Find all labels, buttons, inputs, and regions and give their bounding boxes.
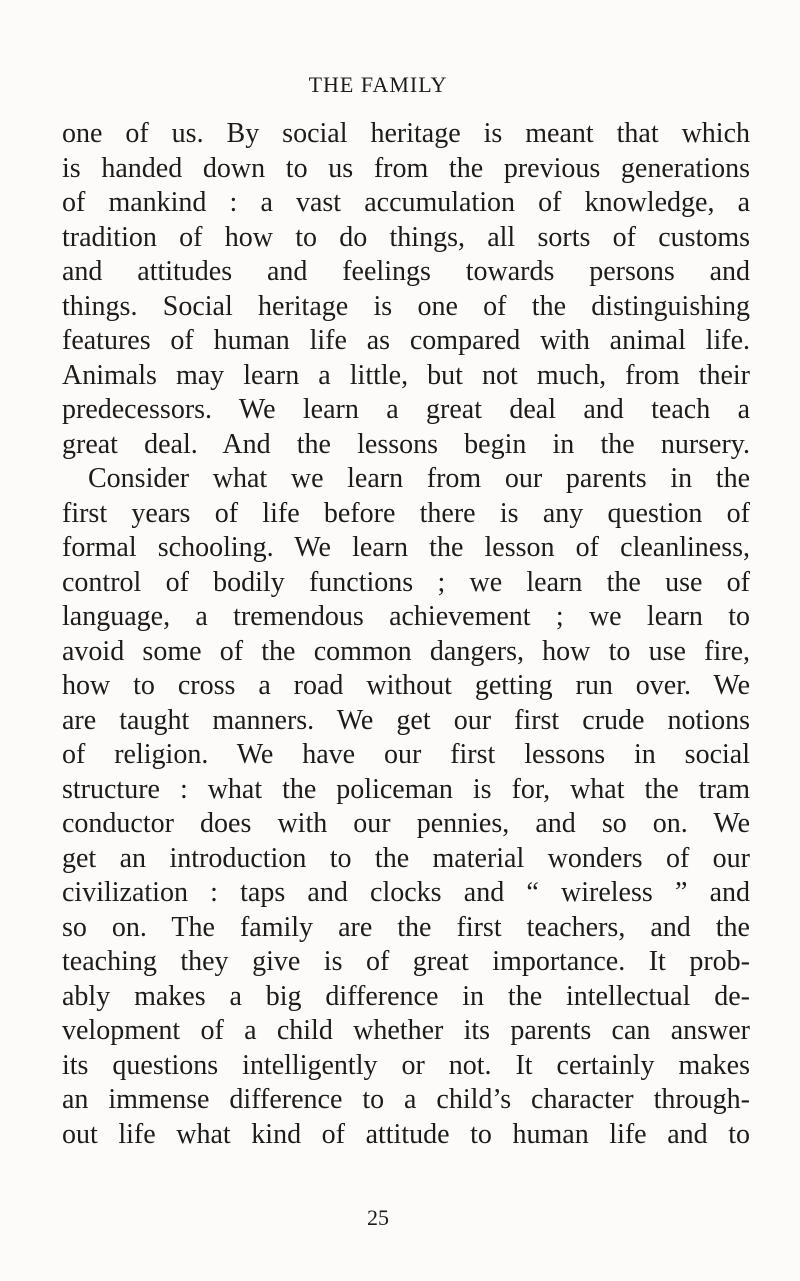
text-line: avoid some of the common dangers, how to use fire, bbox=[62, 635, 750, 667]
text-line: tradition of how to do things, all sorts of customs bbox=[62, 221, 750, 253]
text-line: one of us. By social heritage is meant that which bbox=[62, 118, 750, 149]
text-line: are taught manners. We get our first crude notions bbox=[62, 704, 750, 736]
text-line: structure : what the policeman is for, what the tram bbox=[62, 773, 750, 805]
text-line: control of bodily functions ; we learn the use of bbox=[62, 566, 750, 598]
body-text bbox=[62, 117, 750, 1152]
text-line: civilization : taps and clocks and “ wireless ” and bbox=[62, 877, 750, 908]
text-line: Animals may learn a little, but not much, from their bbox=[62, 359, 750, 391]
text-line: out life what kind of attitude to human life and to bbox=[62, 1118, 750, 1150]
text-line: its questions intelligently or not. It certainly makes bbox=[62, 1049, 750, 1081]
text-line: is handed down to us from the previous generations bbox=[62, 152, 750, 184]
paragraph-start-line: Consider what we learn from our parents in the bbox=[88, 463, 750, 494]
text-line: formal schooling. We learn the lesson of cleanliness, bbox=[62, 532, 750, 563]
text-line: first years of life before there is any question of bbox=[62, 497, 750, 529]
text-line: and attitudes and feelings towards persons and bbox=[62, 256, 750, 287]
text-line: great deal. And the lessons begin in the nursery. bbox=[62, 428, 750, 460]
text-line: teaching they give is of great importance. It prob- bbox=[62, 946, 750, 977]
text-line: velopment of a child whether its parents can answer bbox=[62, 1015, 750, 1046]
text-line: language, a tremendous achievement ; we learn to bbox=[62, 601, 750, 632]
text-line: how to cross a road without getting run over. We bbox=[62, 670, 750, 701]
text-line: predecessors. We learn a great deal and teach a bbox=[62, 394, 750, 425]
text-line: of mankind : a vast accumulation of knowledge, a bbox=[62, 187, 750, 218]
page-number: 25 bbox=[367, 1205, 389, 1230]
text-line: conductor does with our pennies, and so on. We bbox=[62, 808, 750, 839]
text-line: so on. The family are the first teachers, and the bbox=[62, 911, 750, 943]
text-line: of religion. We have our first lessons in social bbox=[62, 739, 750, 770]
text-line: an immense difference to a child’s character through- bbox=[62, 1084, 750, 1115]
text-line: get an introduction to the material wonders of our bbox=[62, 842, 750, 874]
text-line: things. Social heritage is one of the distinguishing bbox=[62, 290, 750, 322]
running-head: THE FAMILY bbox=[308, 72, 448, 97]
text-line: features of human life as compared with animal life. bbox=[62, 325, 750, 356]
text-line: ably makes a big difference in the intellectual de- bbox=[62, 980, 750, 1012]
